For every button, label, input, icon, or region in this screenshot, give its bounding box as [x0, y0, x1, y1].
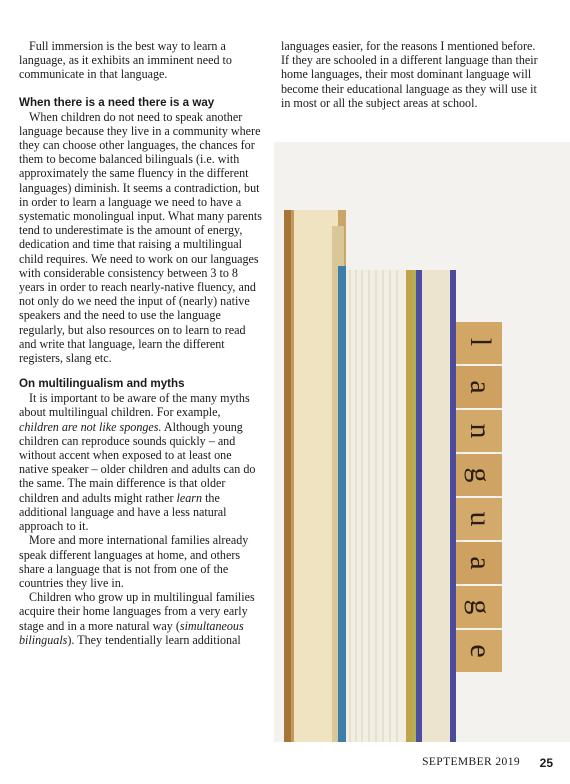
book-olive [412, 270, 416, 742]
svg-text:g: g [464, 467, 497, 483]
page-number: 25 [539, 756, 553, 770]
continuation-paragraph: languages easier, for the reasons I mentioned before. If they are schooled in a different language than their home languages, their most dominant language will become their educational language as they will use it in most or all the subject areas at school. [281, 39, 538, 110]
letter-block-u [456, 498, 502, 540]
books-language-photo [274, 142, 570, 742]
book-blue [338, 266, 346, 742]
svg-text:g: g [464, 599, 497, 615]
letter-block-a2 [456, 542, 502, 584]
right-column [281, 39, 543, 110]
book-gold [406, 270, 412, 742]
section-heading-myths: On multilingualism and myths [19, 377, 185, 391]
issue-date: SEPTEMBER 2019 [422, 756, 520, 768]
letter-block-l [456, 322, 502, 364]
svg-text:a: a [464, 556, 497, 570]
svg-text:u: u [464, 511, 497, 527]
myths-paragraph: It is important to be aware of the many myths about multilingual children. For example, children are not like sponges. Although young children can reproduce sounds quickly – and without accent when exposed to at least one native speaker – older children and adults can do the same. The main difference is that older children and adults might rather learn the additional language and have a less natural approach to it. [19, 391, 256, 534]
svg-text:l: l [464, 337, 497, 347]
book-navy [416, 270, 422, 742]
svg-text:e: e [464, 644, 497, 658]
letter-block-e [456, 630, 502, 672]
intro-paragraph: Full immersion is the best way to learn a language, as it exhibits an imminent need to communicate in that language. [19, 39, 232, 82]
svg-text:n: n [464, 423, 497, 439]
letter-block-g2 [456, 586, 502, 628]
letter-block-g [456, 454, 502, 496]
need-paragraph: When children do not need to speak another language because they live in a community where they can choose other languages, the chances for them to become balanced bilinguals (i.e. with approximately the same fluency in the different languages) diminish. It seems a contradiction, but in order to learn a language we need to have a systematic monolingual input. What many parents tend to underestimate is the amount of energy, dedication and time that raising a multilingual child requires. We need to work on our languages with considerable consistency between 3 to 8 years in order to reach nearly-native fluency, and not only do we need the input of (nearly) native speakers and the need to use the language regularly, but also resources on to learn to read and write that language, learn the different registers, slang etc. [19, 109, 262, 366]
children-paragraph: Children who grow up in multilingual families acquire their home languages from a very early stage and in a more natural way (simultaneous bilinguals). They tendentially learn additional [19, 590, 255, 647]
letter-block-a [456, 366, 502, 408]
left-column [19, 39, 263, 647]
families-paragraph: More and more international families already speak different languages at home, and others share a language that is not from one of the countries they live in. [19, 533, 249, 590]
letter-block-n [456, 410, 502, 452]
svg-text:a: a [464, 380, 497, 394]
section-heading-need: When there is a need there is a way [19, 95, 215, 109]
